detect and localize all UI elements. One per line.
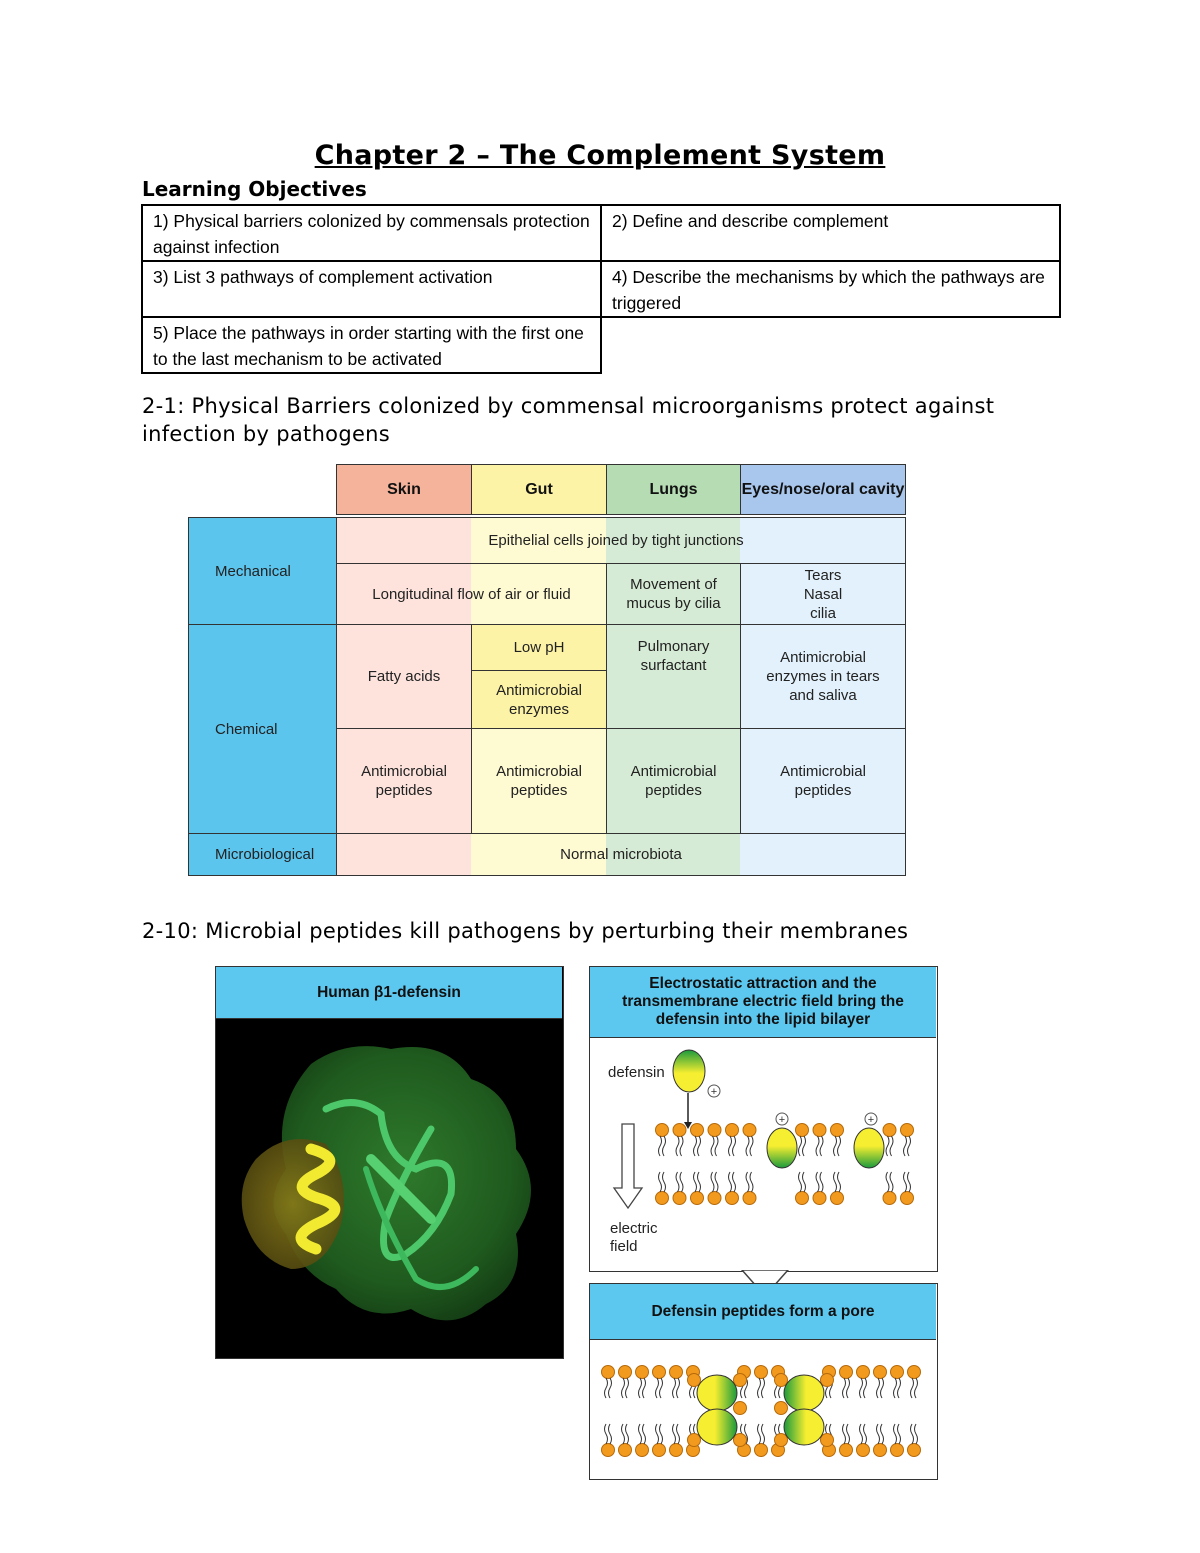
lipid-head bbox=[755, 1444, 768, 1457]
lipid-tail bbox=[663, 1172, 666, 1192]
lipid-tail bbox=[729, 1172, 732, 1192]
lipid-tail bbox=[904, 1172, 907, 1192]
lipid-head bbox=[796, 1192, 809, 1205]
lipid-tail bbox=[847, 1378, 850, 1398]
chem-eyes: Antimicrobial enzymes in tears and saliva bbox=[740, 624, 906, 729]
lipid-head bbox=[691, 1124, 704, 1137]
objectives-heading: Learning Objectives bbox=[142, 177, 367, 201]
col-header-eyes: Eyes/nose/oral cavity bbox=[740, 464, 906, 515]
lipid-tail bbox=[898, 1378, 901, 1398]
lipid-head bbox=[874, 1366, 887, 1379]
objective-1: 1) Physical barriers colonized by commensals protection against infection bbox=[142, 205, 601, 261]
lipid-tail bbox=[680, 1136, 683, 1156]
lipid-head bbox=[883, 1192, 896, 1205]
lipid-head bbox=[602, 1366, 615, 1379]
chem-gut-ph: Low pH bbox=[471, 624, 607, 671]
lipid-tail bbox=[864, 1424, 867, 1444]
lipid-tail bbox=[729, 1136, 732, 1156]
lipid-tail bbox=[673, 1378, 676, 1398]
defensin-label: defensin bbox=[608, 1064, 665, 1081]
pore-title: Defensin peptides form a pore bbox=[590, 1284, 936, 1340]
lipid-tail bbox=[816, 1136, 819, 1156]
lipid-head bbox=[755, 1366, 768, 1379]
lipid-head bbox=[656, 1124, 669, 1137]
lipid-tail bbox=[750, 1136, 753, 1156]
lipid-head bbox=[656, 1192, 669, 1205]
lipid-tail bbox=[711, 1172, 714, 1192]
chem-skin: Fatty acids bbox=[336, 624, 472, 729]
lipid-head bbox=[734, 1434, 747, 1447]
lipid-head bbox=[636, 1444, 649, 1457]
lipid-head bbox=[688, 1434, 701, 1447]
lipid-tail bbox=[843, 1424, 846, 1444]
lipid-head bbox=[821, 1374, 834, 1387]
lipid-tail bbox=[659, 1136, 662, 1156]
lipid-tail bbox=[820, 1172, 823, 1192]
peptides-lungs: Antimicrobial peptides bbox=[606, 728, 741, 834]
lipid-head bbox=[734, 1402, 747, 1415]
lipid-tail bbox=[908, 1136, 911, 1156]
chem-lungs: Pulmonary surfactant bbox=[606, 624, 741, 729]
lipid-head bbox=[688, 1374, 701, 1387]
objective-4: 4) Describe the mechanisms by which the pathways are triggered bbox=[601, 261, 1060, 317]
lipid-tail bbox=[816, 1172, 819, 1192]
objective-2: 2) Define and describe complement bbox=[601, 205, 1060, 261]
lipid-tail bbox=[715, 1136, 718, 1156]
lipid-tail bbox=[660, 1424, 663, 1444]
micro-normal-microbiota: Normal microbiota bbox=[336, 833, 906, 876]
lipid-tail bbox=[609, 1424, 612, 1444]
pore-diagram bbox=[590, 1340, 936, 1478]
lipid-tail bbox=[622, 1378, 625, 1398]
lipid-tail bbox=[908, 1172, 911, 1192]
lipid-head bbox=[775, 1402, 788, 1415]
lipid-tail bbox=[643, 1378, 646, 1398]
lipid-tail bbox=[803, 1172, 806, 1192]
lipid-head bbox=[602, 1444, 615, 1457]
lipid-head bbox=[673, 1192, 686, 1205]
lipid-head bbox=[840, 1444, 853, 1457]
lipid-tail bbox=[877, 1424, 880, 1444]
lipid-head bbox=[831, 1124, 844, 1137]
section-heading-barriers: 2-1: Physical Barriers colonized by commensal microorganisms protect against infection by pathogens bbox=[142, 394, 995, 446]
lipid-tail bbox=[847, 1424, 850, 1444]
lipid-tail bbox=[838, 1136, 841, 1156]
lipid-head bbox=[673, 1124, 686, 1137]
lipid-tail bbox=[676, 1172, 679, 1192]
lipid-tail bbox=[834, 1172, 837, 1192]
lipid-tail bbox=[886, 1172, 889, 1192]
lipid-bilayer-diagram bbox=[590, 1038, 936, 1270]
charge-plus-3: + bbox=[867, 1114, 875, 1126]
lipid-tail bbox=[877, 1378, 880, 1398]
lipid-head bbox=[857, 1444, 870, 1457]
lipid-tail bbox=[860, 1424, 863, 1444]
lipid-head bbox=[636, 1366, 649, 1379]
lipid-tail bbox=[820, 1136, 823, 1156]
objectives-table bbox=[141, 204, 1061, 374]
lipid-head bbox=[726, 1124, 739, 1137]
lipid-tail bbox=[711, 1136, 714, 1156]
lipid-tail bbox=[698, 1172, 701, 1192]
objective-5: 5) Place the pathways in order starting with the first one to the last mechanism to be activated bbox=[142, 317, 601, 373]
lipid-tail bbox=[911, 1424, 914, 1444]
chem-gut-enzymes: Antimicrobial enzymes bbox=[471, 670, 607, 729]
lipid-head bbox=[653, 1366, 666, 1379]
lipid-head bbox=[796, 1124, 809, 1137]
lipid-head bbox=[670, 1366, 683, 1379]
lipid-tail bbox=[799, 1172, 802, 1192]
lipid-tail bbox=[864, 1378, 867, 1398]
objective-empty-cell bbox=[601, 317, 1060, 373]
lipid-tail bbox=[762, 1378, 765, 1398]
lipid-tail bbox=[626, 1378, 629, 1398]
lipid-head bbox=[901, 1192, 914, 1205]
lipid-tail bbox=[911, 1378, 914, 1398]
lipid-tail bbox=[915, 1424, 918, 1444]
lipid-head bbox=[619, 1366, 632, 1379]
lipid-tail bbox=[698, 1136, 701, 1156]
lipid-tail bbox=[915, 1378, 918, 1398]
lipid-head bbox=[813, 1124, 826, 1137]
lipid-tail bbox=[673, 1424, 676, 1444]
lipid-tail bbox=[746, 1172, 749, 1192]
lipid-tail bbox=[715, 1172, 718, 1192]
lipid-tail bbox=[803, 1136, 806, 1156]
electric-field-label: electric field bbox=[610, 1220, 658, 1255]
lipid-head bbox=[743, 1124, 756, 1137]
lipid-tail bbox=[758, 1424, 761, 1444]
lipid-head bbox=[883, 1124, 896, 1137]
attraction-panel bbox=[589, 966, 938, 1272]
defensin-structure-panel bbox=[215, 966, 564, 1359]
lipid-tail bbox=[834, 1136, 837, 1156]
lipid-head bbox=[708, 1124, 721, 1137]
mech-lungs-cilia: Movement of mucus by cilia bbox=[606, 563, 741, 625]
charge-plus-2: + bbox=[778, 1114, 786, 1126]
lipid-tail bbox=[643, 1424, 646, 1444]
lipid-head bbox=[821, 1434, 834, 1447]
col-header-skin: Skin bbox=[336, 464, 472, 515]
lipid-head bbox=[908, 1444, 921, 1457]
peptides-skin: Antimicrobial peptides bbox=[336, 728, 472, 834]
col-header-gut: Gut bbox=[471, 464, 607, 515]
lipid-tail bbox=[663, 1136, 666, 1156]
lipid-tail bbox=[626, 1424, 629, 1444]
lipid-head bbox=[708, 1192, 721, 1205]
lipid-tail bbox=[881, 1424, 884, 1444]
lipid-head bbox=[857, 1366, 870, 1379]
lipid-head bbox=[831, 1192, 844, 1205]
lipid-tail bbox=[680, 1172, 683, 1192]
lipid-tail bbox=[659, 1172, 662, 1192]
charge-plus-1: + bbox=[710, 1086, 718, 1098]
row-label-chemical: Chemical bbox=[188, 624, 337, 834]
lipid-head bbox=[726, 1192, 739, 1205]
peptides-gut: Antimicrobial peptides bbox=[471, 728, 607, 834]
attraction-title: Electrostatic attraction and the transmembrane electric field bring the defensin into the lipid bilayer bbox=[590, 967, 936, 1038]
pore-panel bbox=[589, 1283, 938, 1480]
lipid-tail bbox=[639, 1378, 642, 1398]
lipid-tail bbox=[758, 1378, 761, 1398]
lipid-tail bbox=[733, 1136, 736, 1156]
lipid-head bbox=[813, 1192, 826, 1205]
lipid-tail bbox=[799, 1136, 802, 1156]
lipid-tail bbox=[843, 1378, 846, 1398]
lipid-tail bbox=[694, 1172, 697, 1192]
lipid-tail bbox=[605, 1378, 608, 1398]
defensin-structure-title: Human β1-defensin bbox=[216, 967, 562, 1019]
row-label-mechanical: Mechanical bbox=[188, 517, 337, 625]
lipid-tail bbox=[733, 1172, 736, 1192]
lipid-tail bbox=[677, 1424, 680, 1444]
lipid-tail bbox=[894, 1378, 897, 1398]
peptides-eyes: Antimicrobial peptides bbox=[740, 728, 906, 834]
lipid-tail bbox=[890, 1172, 893, 1192]
lipid-tail bbox=[898, 1424, 901, 1444]
lipid-head bbox=[874, 1444, 887, 1457]
mech-eyes: Tears Nasal cilia bbox=[740, 563, 906, 625]
lipid-tail bbox=[890, 1136, 893, 1156]
lipid-tail bbox=[860, 1378, 863, 1398]
lipid-tail bbox=[904, 1136, 907, 1156]
lipid-head bbox=[901, 1124, 914, 1137]
lipid-tail bbox=[746, 1136, 749, 1156]
lipid-tail bbox=[694, 1136, 697, 1156]
page-title: Chapter 2 – The Complement System bbox=[314, 140, 886, 171]
lipid-tail bbox=[656, 1378, 659, 1398]
section-heading-peptides: 2-10: Microbial peptides kill pathogens by perturbing their membranes bbox=[142, 919, 909, 943]
lipid-head bbox=[908, 1366, 921, 1379]
lipid-tail bbox=[622, 1424, 625, 1444]
mech-flow: Longitudinal flow of air or fluid bbox=[336, 563, 607, 625]
row-label-microbiological: Microbiological bbox=[188, 833, 337, 876]
lipid-tail bbox=[838, 1172, 841, 1192]
lipid-tail bbox=[881, 1378, 884, 1398]
lipid-tail bbox=[676, 1136, 679, 1156]
lipid-tail bbox=[677, 1378, 680, 1398]
mech-tight-junctions: Epithelial cells joined by tight junctions bbox=[336, 517, 906, 564]
lipid-head bbox=[891, 1444, 904, 1457]
lipid-head bbox=[691, 1192, 704, 1205]
lipid-tail bbox=[605, 1424, 608, 1444]
lipid-tail bbox=[656, 1424, 659, 1444]
objective-3: 3) List 3 pathways of complement activation bbox=[142, 261, 601, 317]
lipid-head bbox=[840, 1366, 853, 1379]
lipid-head bbox=[619, 1444, 632, 1457]
lipid-tail bbox=[639, 1424, 642, 1444]
lipid-tail bbox=[609, 1378, 612, 1398]
lipid-tail bbox=[750, 1172, 753, 1192]
lipid-tail bbox=[886, 1136, 889, 1156]
lipid-tail bbox=[762, 1424, 765, 1444]
defensin-structure-image bbox=[216, 1019, 562, 1357]
lipid-head bbox=[653, 1444, 666, 1457]
col-header-lungs: Lungs bbox=[606, 464, 741, 515]
lipid-tail bbox=[660, 1378, 663, 1398]
lipid-head bbox=[743, 1192, 756, 1205]
lipid-head bbox=[775, 1374, 788, 1387]
lipid-head bbox=[670, 1444, 683, 1457]
lipid-head bbox=[891, 1366, 904, 1379]
lipid-head bbox=[775, 1434, 788, 1447]
lipid-tail bbox=[894, 1424, 897, 1444]
lipid-head bbox=[734, 1374, 747, 1387]
